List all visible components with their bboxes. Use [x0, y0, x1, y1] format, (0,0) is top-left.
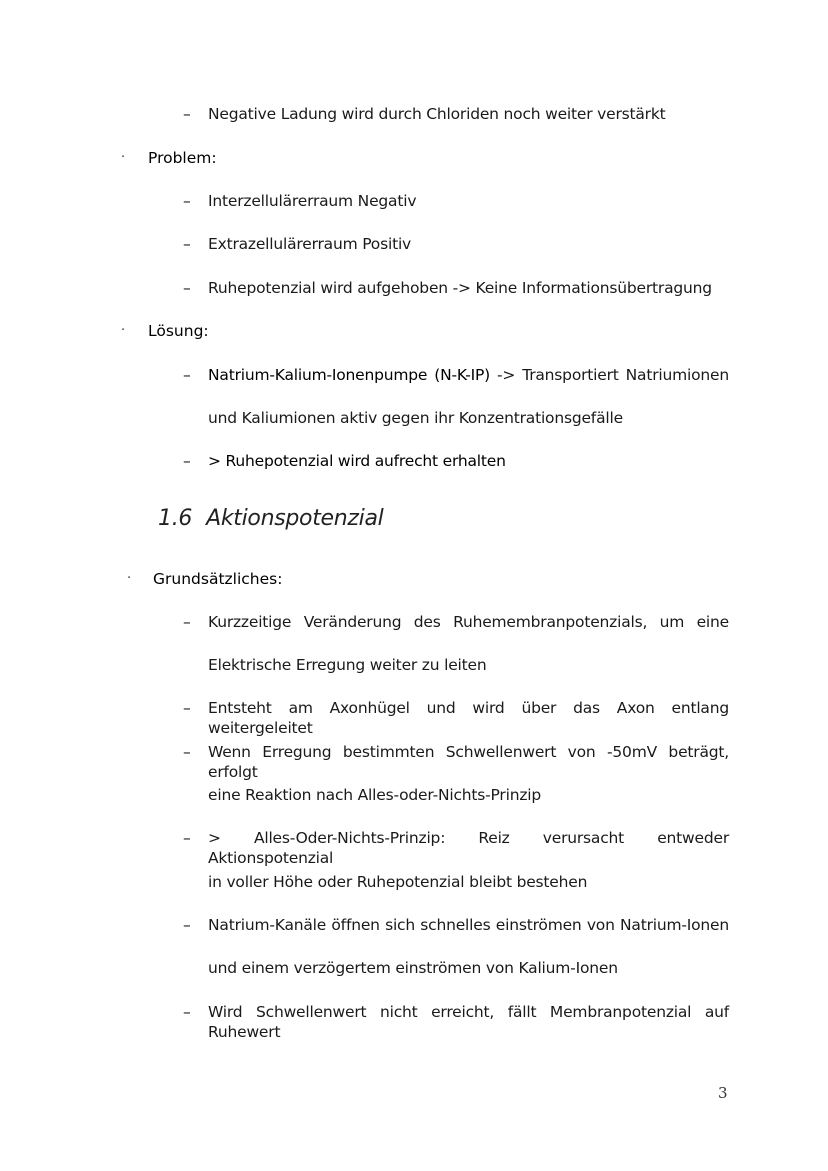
list-dash: – — [183, 452, 191, 470]
list-item-text: > Ruhepotenzial wird aufrecht erhalten — [208, 452, 506, 470]
list-dash: – — [183, 192, 191, 210]
list-dash: – — [183, 829, 191, 847]
list-item-text: Negative Ladung wird durch Chloriden noch weiter verstärkt — [208, 105, 666, 123]
list-item-text: Ruhepotenzial wird aufgehoben -> Keine Informationsübertragung — [208, 279, 712, 297]
list-dash: – — [183, 366, 191, 384]
problem-label: Problem: — [148, 149, 217, 167]
loesung-label: Lösung: — [148, 322, 209, 340]
list-item-text-continuation: in voller Höhe oder Ruhepotenzial bleibt bestehen — [208, 873, 588, 891]
list-item-text: Kurzzeitige Veränderung des Ruhemembranpotenzials, um eine — [208, 613, 729, 631]
list-item-text: Wenn Erregung bestimmten Schwellenwert von -50mV beträgt, erfolgt — [208, 743, 729, 781]
list-dash: – — [183, 235, 191, 253]
term-description: -> Transportiert Natriumionen — [490, 366, 730, 384]
section-heading — [158, 504, 383, 534]
list-item-text-continuation: Elektrische Erregung weiter zu leiten — [208, 656, 487, 674]
list-dash: – — [183, 916, 191, 934]
list-item-text: > Alles-Oder-Nichts-Prinzip: Reiz verursacht entweder Aktionspotenzial — [208, 829, 729, 867]
list-dash: – — [183, 279, 191, 297]
list-item-text-continuation: eine Reaktion nach Alles-oder-Nichts-Prinzip — [208, 786, 542, 804]
bullet-point: · — [121, 323, 126, 338]
list-dash: – — [183, 1003, 191, 1021]
list-dash: – — [183, 105, 191, 123]
page-number: 3 — [718, 1084, 728, 1102]
bullet-point: · — [121, 150, 126, 165]
list-item-text: Extrazellulärerraum Positiv — [208, 235, 412, 253]
list-item-text: Natrium-Kanäle öffnen sich schnelles einströmen von Natrium-Ionen — [208, 916, 729, 934]
list-item-text: Wird Schwellenwert nicht erreicht, fällt Membranpotenzial auf Ruhewert — [208, 1003, 729, 1041]
section-number: 1.6 — [158, 506, 193, 531]
list-item-text: Interzellulärerraum Negativ — [208, 192, 417, 210]
list-dash: – — [183, 743, 191, 761]
section-title: Aktionspotenzial — [206, 506, 384, 531]
list-item-text — [208, 365, 729, 385]
list-item-text-continuation: und Kaliumionen aktiv gegen ihr Konzentrationsgefälle — [208, 409, 623, 427]
list-dash: – — [183, 699, 191, 717]
bullet-point: · — [127, 571, 132, 586]
list-item-text-continuation: und einem verzögertem einströmen von Kalium-Ionen — [208, 959, 618, 977]
list-item-text: Entsteht am Axonhügel und wird über das Axon entlang weitergeleitet — [208, 699, 729, 737]
grundsaetzliches-label: Grundsätzliches: — [153, 570, 283, 588]
list-dash: – — [183, 613, 191, 631]
term-natrium-kalium-pumpe: Natrium-Kalium-Ionenpumpe (N-K-IP) — [208, 366, 491, 384]
